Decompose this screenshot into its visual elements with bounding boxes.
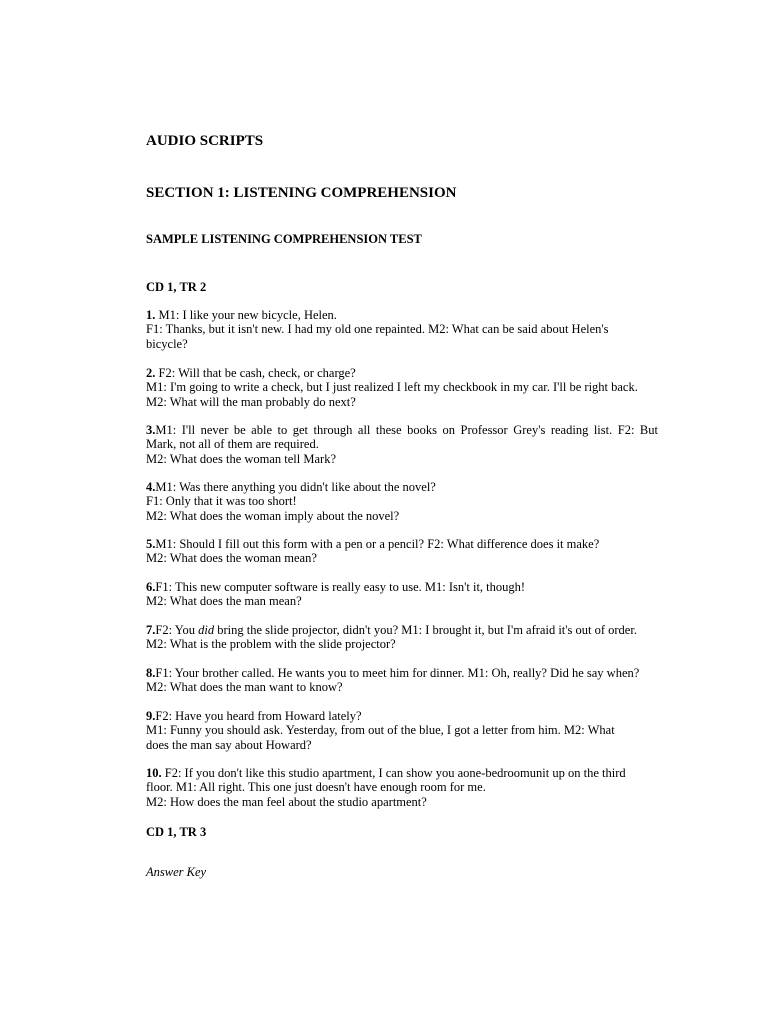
script-line: 8.F1: Your brother called. He wants you to meet him for dinner. M1: Oh, really? Did he say when? xyxy=(146,666,640,680)
script-line: F1: Thanks, but it isn't new. I had my old one repainted. M2: What can be said about Helen's xyxy=(146,322,609,337)
item-number: 8. xyxy=(146,666,156,680)
script-line: M2: What will the man probably do next? xyxy=(146,394,356,409)
item-number: 10. xyxy=(146,766,162,780)
item-number: 7. xyxy=(146,623,156,637)
script-line: bicycle? xyxy=(146,336,188,351)
audio-scripts-heading: AUDIO SCRIPTS xyxy=(146,133,264,149)
script-item xyxy=(146,580,658,609)
script-item xyxy=(146,766,658,809)
script-line: M1: Funny you should ask. Yesterday, from out of the blue, I got a letter from him. M2: What xyxy=(146,723,615,738)
script-item xyxy=(146,666,658,695)
script-line: 1. M1: I like your new bicycle, Helen. xyxy=(146,308,337,322)
script-line: M2: What does the woman tell Mark? xyxy=(146,451,337,466)
script-line: M2: What does the woman mean? xyxy=(146,551,317,566)
item-number: 2. xyxy=(146,366,156,380)
item-number: 9. xyxy=(146,709,156,723)
script-line: M2: What does the man want to know? xyxy=(146,680,343,695)
item-number: 6. xyxy=(146,580,156,594)
item-number: 1. xyxy=(146,308,156,322)
item-number: 3. xyxy=(146,423,156,437)
script-line: F1: Only that it was too short! xyxy=(146,494,297,509)
script-item xyxy=(146,480,658,523)
track-heading-tr3: CD 1, TR 3 xyxy=(146,825,207,839)
script-line: M2: What does the woman imply about the novel? xyxy=(146,508,400,523)
script-line: M2: What is the problem with the slide projector? xyxy=(146,637,396,652)
script-item xyxy=(146,537,658,566)
script-line: 10. F2: If you don't like this studio apartment, I can show you aone-bedroomunit up on the third xyxy=(146,766,626,780)
script-line: floor. M1: All right. This one just doesn't have enough room for me. xyxy=(146,780,486,795)
script-line: 3.M1: I'll never be able to get through all these books on Professor Grey's reading list. F2: But xyxy=(146,423,658,437)
script-line: 2. F2: Will that be cash, check, or charge? xyxy=(146,366,356,380)
script-line: Mark, not all of them are required. xyxy=(146,437,319,452)
script-line: 5.M1: Should I fill out this form with a pen or a pencil? F2: What difference does it make? xyxy=(146,537,600,551)
answer-key-label: Answer Key xyxy=(146,865,207,879)
sample-test-heading: SAMPLE LISTENING COMPREHENSION TEST xyxy=(146,232,422,246)
script-item xyxy=(146,366,658,409)
item-number: 5. xyxy=(146,537,156,551)
script-line: M2: How does the man feel about the studio apartment? xyxy=(146,794,427,809)
script-item xyxy=(146,423,658,466)
emphasis-did: did xyxy=(198,623,215,637)
script-item xyxy=(146,308,658,351)
track-heading-tr2: CD 1, TR 2 xyxy=(146,280,207,294)
script-line: M2: What does the man mean? xyxy=(146,594,302,609)
script-item xyxy=(146,623,658,652)
script-line: 9.F2: Have you heard from Howard lately? xyxy=(146,709,362,723)
section-heading: SECTION 1: LISTENING COMPREHENSION xyxy=(146,185,457,201)
script-line: 6.F1: This new computer software is really easy to use. M1: Isn't it, though! xyxy=(146,580,526,594)
script-line: 7.F2: You did bring the slide projector, didn't you? M1: I brought it, but I'm afraid it's out of order. xyxy=(146,623,637,637)
script-item xyxy=(146,709,658,752)
script-line: 4.M1: Was there anything you didn't like about the novel? xyxy=(146,480,436,494)
script-line: M1: I'm going to write a check, but I just realized I left my checkbook in my car. I'll be right back. xyxy=(146,380,638,395)
item-number: 4. xyxy=(146,480,156,494)
script-line: does the man say about Howard? xyxy=(146,737,312,752)
